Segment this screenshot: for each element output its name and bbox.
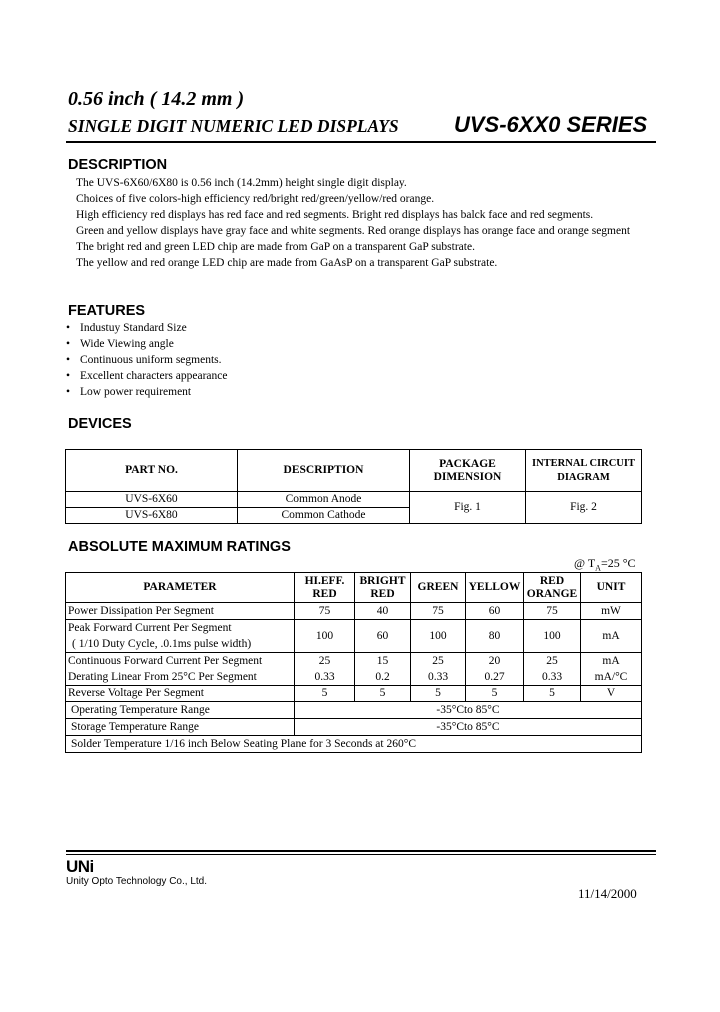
- ratings-header-hi-eff-red: HI.EFF. RED: [295, 573, 355, 603]
- ratings-value: 25: [524, 653, 581, 670]
- device-part: UVS-6X60: [66, 492, 238, 508]
- ratings-value: 0.27: [466, 670, 524, 686]
- ratings-value: 60: [466, 603, 524, 620]
- ratings-condition: @ $T_A=25$ °C: [574, 556, 636, 573]
- operating-temp-value: -35°Cto 85°C: [295, 702, 642, 719]
- feature-item: • Excellent characters appearance: [66, 368, 227, 384]
- operating-temp-label: Operating Temperature Range: [66, 702, 295, 719]
- devices-header-circuit: INTERNAL CIRCUIT DIAGRAM: [526, 450, 642, 492]
- description-line: The bright red and green LED chip are made from GaP on a transparent GaP substrate.: [76, 241, 475, 254]
- ratings-header-unit: UNIT: [581, 573, 642, 603]
- description-heading: DESCRIPTION: [68, 157, 168, 173]
- table-row: [66, 702, 642, 719]
- description-line: Green and yellow displays have gray face and white segments. Red orange displays has orange face and orange segment: [76, 225, 631, 238]
- document-date: 11/14/2000: [578, 886, 637, 901]
- table-row: [66, 492, 642, 508]
- description-line: High efficiency red displays has red face and red segments. Bright red displays has balck face and red segments.: [76, 209, 594, 222]
- ratings-heading: ABSOLUTE MAXIMUM RATINGS: [68, 539, 291, 555]
- device-package: Fig. 1: [410, 492, 526, 524]
- ratings-param: Peak Forward Current Per Segment ( 1/10 Duty Cycle, .0.1ms pulse width): [66, 620, 295, 653]
- ratings-header-green: GREEN: [411, 573, 466, 603]
- description-text: [76, 175, 630, 272]
- size-title: 0.56 inch ( 14.2 mm ): [68, 88, 245, 110]
- ratings-value: 60: [355, 620, 411, 653]
- product-title: SINGLE DIGIT NUMERIC LED DISPLAYS: [68, 116, 399, 136]
- ratings-param: Power Dissipation Per Segment: [66, 603, 295, 620]
- ratings-unit: mW: [581, 603, 642, 620]
- ratings-value: 100: [524, 620, 581, 653]
- ratings-unit: V: [581, 686, 642, 702]
- description-line: The UVS-6X60/6X80 is 0.56 inch (14.2mm) height single digit display.: [76, 177, 407, 189]
- ratings-value: 5: [524, 686, 581, 702]
- bullet-icon: •: [66, 354, 71, 367]
- ratings-param: Continuous Forward Current Per Segment: [66, 653, 295, 670]
- bullet-icon: •: [66, 338, 71, 351]
- ratings-header-bright-red: BRIGHT RED: [355, 573, 411, 603]
- ratings-unit: mA: [581, 620, 642, 653]
- ratings-value: 0.33: [411, 670, 466, 686]
- ratings-value: 25: [411, 653, 466, 670]
- devices-heading: DEVICES: [68, 416, 132, 432]
- ratings-header-parameter: PARAMETER: [66, 573, 295, 603]
- ratings-value: 40: [355, 603, 411, 620]
- storage-temp-value: -35°Cto 85°C: [295, 719, 642, 736]
- device-part: UVS-6X80: [66, 508, 238, 524]
- device-description: Common Cathode: [238, 508, 410, 524]
- ratings-value: 25: [295, 653, 355, 670]
- ratings-value: 0.2: [355, 670, 411, 686]
- table-row: [66, 686, 642, 702]
- ratings-value: 5: [466, 686, 524, 702]
- series-title: UVS-6XX0 SERIES: [454, 112, 648, 137]
- ratings-value: 5: [295, 686, 355, 702]
- bullet-icon: •: [66, 370, 71, 383]
- ratings-value: 75: [411, 603, 466, 620]
- ratings-value: 5: [355, 686, 411, 702]
- ratings-value: 100: [295, 620, 355, 653]
- table-row: [66, 603, 642, 620]
- ratings-value: 5: [411, 686, 466, 702]
- bullet-icon: •: [66, 386, 71, 399]
- ratings-header-yellow: YELLOW: [466, 573, 524, 603]
- ratings-param: Derating Linear From 25°C Per Segment: [66, 670, 295, 686]
- device-circuit: Fig. 2: [526, 492, 642, 524]
- ratings-unit: mA/°C: [581, 670, 642, 686]
- devices-header-package: PACKAGE DIMENSION: [410, 450, 526, 492]
- devices-table: [65, 449, 642, 524]
- solder-temp-note: Solder Temperature 1/16 inch Below Seating Plane for 3 Seconds at 260°C: [66, 736, 642, 753]
- devices-header-part: PART NO.: [66, 450, 238, 492]
- footer-rule-thin: [66, 854, 656, 855]
- devices-header-description: DESCRIPTION: [238, 450, 410, 492]
- table-row: [66, 736, 642, 753]
- ratings-unit: mA: [581, 653, 642, 670]
- description-line: The yellow and red orange LED chip are made from GaAsP on a transparent GaP substrate.: [76, 257, 498, 270]
- table-row: [66, 719, 642, 736]
- table-row: [66, 653, 642, 670]
- features-heading: FEATURES: [68, 303, 146, 319]
- ratings-value: 75: [524, 603, 581, 620]
- footer-rule: [66, 850, 656, 852]
- device-description: Common Anode: [238, 492, 410, 508]
- ratings-value: 75: [295, 603, 355, 620]
- ratings-value: 20: [466, 653, 524, 670]
- feature-item: • Low power requirement: [66, 384, 227, 400]
- description-line: Choices of five colors-high efficiency red/bright red/green/yellow/red orange.: [76, 193, 435, 206]
- table-row: [66, 670, 642, 686]
- ratings-value: 0.33: [524, 670, 581, 686]
- feature-item: • Wide Viewing angle: [66, 336, 227, 352]
- features-list: [66, 320, 227, 400]
- company-name: Unity Opto Technology Co., Ltd.: [66, 876, 208, 887]
- ratings-param: Reverse Voltage Per Segment: [66, 686, 295, 702]
- uni-logo: UNi: [66, 857, 94, 876]
- feature-item: • Industuy Standard Size: [66, 320, 227, 336]
- feature-item: • Continuous uniform segments.: [66, 352, 227, 368]
- ratings-value: 0.33: [295, 670, 355, 686]
- ratings-table: [65, 572, 642, 753]
- ratings-value: 15: [355, 653, 411, 670]
- header-rule: [66, 141, 656, 143]
- bullet-icon: •: [66, 322, 71, 334]
- ratings-value: 80: [466, 620, 524, 653]
- storage-temp-label: Storage Temperature Range: [66, 719, 295, 736]
- ratings-value: 100: [411, 620, 466, 653]
- ratings-header-red-orange: RED ORANGE: [524, 573, 581, 603]
- table-row: [66, 620, 642, 653]
